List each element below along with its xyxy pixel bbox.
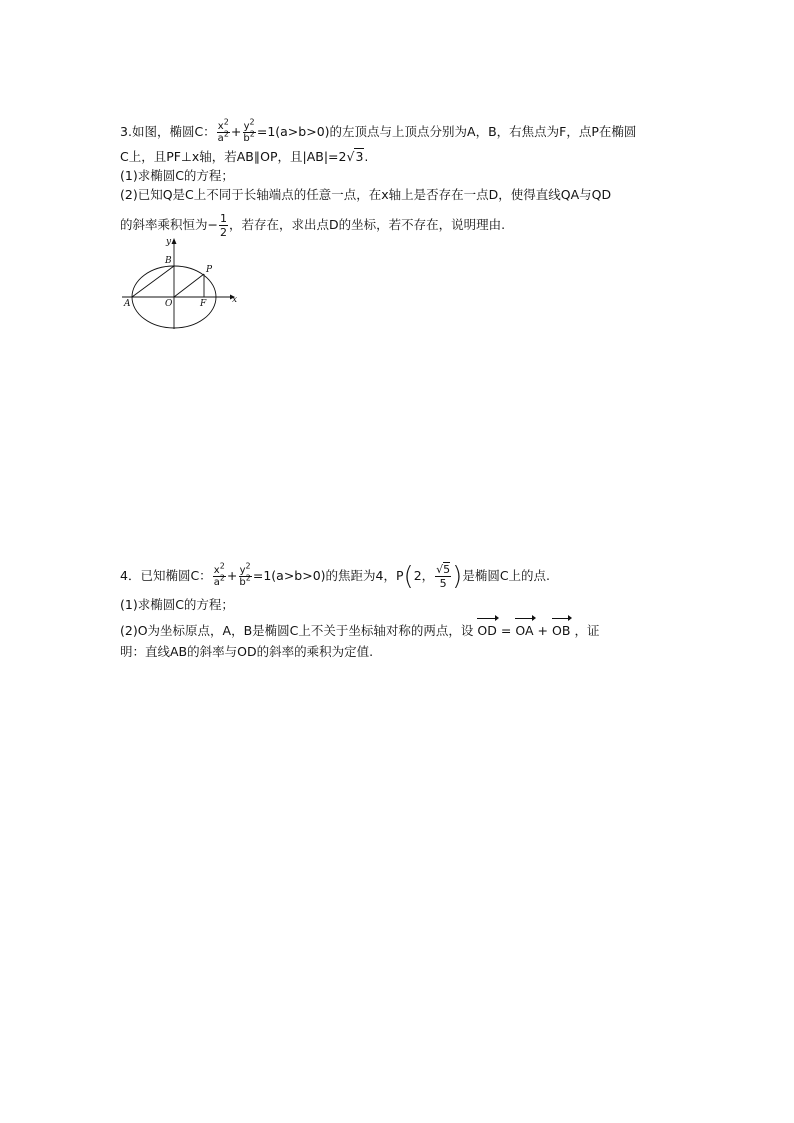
problem3-text1: 的左顶点与上顶点分别为A，B，右焦点为F，点P在椭圆 bbox=[329, 124, 637, 139]
problem4-part2-line2: 明：直线AB的斜率与OD的斜率的乘积为定值. bbox=[120, 644, 374, 659]
y-axis-arrow bbox=[172, 238, 177, 244]
vector-OA: OA bbox=[515, 617, 533, 641]
label-A: A bbox=[124, 299, 131, 309]
label-P: P bbox=[206, 265, 213, 275]
problem4-number: 4． bbox=[120, 568, 141, 583]
segment-AB bbox=[132, 266, 174, 297]
ellipse-figure bbox=[118, 233, 243, 333]
label-B: B bbox=[165, 256, 172, 266]
problem4-part1: (1)求椭圆C的方程； bbox=[120, 597, 234, 612]
equation-condition: =1(a>b>0) bbox=[256, 124, 330, 139]
problem3-part2-line1: (2)已知Q是C上不同于长轴端点的任意一点，在x轴上是否存在一点D，使得直线QA与QD bbox=[120, 187, 612, 202]
vector-OB: OB bbox=[552, 617, 570, 641]
problem4-stem-line1: 4．已知椭圆C： $\frac{x^2}{a^2}$ + $\frac{y^2}{b^2}$ =1(a>b>0)的焦距为4，P(2， $\frac{√5}{5}$ )是椭圆C上的点. bbox=[120, 561, 551, 592]
fraction-x2-a2: $\frac{x^2}{a^2}$ bbox=[213, 561, 225, 588]
segment-OP bbox=[174, 274, 204, 297]
label-x: x bbox=[232, 295, 238, 305]
label-F: F bbox=[200, 299, 207, 309]
fraction-y2-b2: $\frac{y^2}{b^2}$ bbox=[239, 561, 251, 588]
sqrt-3: √3 bbox=[346, 149, 364, 164]
fraction-y2-b2: $\frac{y^2}{b^2}$ bbox=[243, 117, 255, 144]
point-P-x: 2， bbox=[413, 568, 435, 583]
fraction-x2-a2: $\frac{x^2}{a^2}$ bbox=[217, 117, 229, 144]
problem3-part2-line2: 的斜率乘积恒为− $\frac{1}{2}$ ，若存在，求出点D的坐标，若不存在，说明理由. bbox=[120, 212, 506, 239]
problem4-part2-line1: (2)O为坐标原点，A，B是椭圆C上不关于坐标轴对称的两点，设 OD = OA + OB ，证 bbox=[120, 617, 599, 641]
fraction-root5-over-5: $\frac{√5}{5}$ bbox=[436, 563, 451, 590]
problem3-part1: (1)求椭圆C的方程； bbox=[120, 168, 234, 183]
problem3-number: 3. bbox=[120, 124, 132, 139]
problem3-stem-line2: C上，且PF⊥x轴，若AB∥OP，且|AB|=2√3. bbox=[120, 147, 368, 167]
problem3-intro: 如图，椭圆C： bbox=[131, 124, 216, 139]
fraction-one-half: $\frac{1}{2}$ bbox=[219, 212, 227, 239]
problem3-stem-line1: 3.如图，椭圆C： $\frac{x^2}{a^2}$ + $\frac{y^2}{b^2}$ =1(a>b>0)的左顶点与上顶点分别为A，B，右焦点为F，点P在椭圆 bbox=[120, 117, 637, 144]
problem4-intro: 已知椭圆C： bbox=[140, 568, 212, 583]
label-O: O bbox=[165, 299, 173, 309]
vector-OD: OD bbox=[477, 617, 496, 641]
label-y: y bbox=[166, 237, 172, 247]
equation-condition: =1(a>b>0) bbox=[252, 568, 326, 583]
